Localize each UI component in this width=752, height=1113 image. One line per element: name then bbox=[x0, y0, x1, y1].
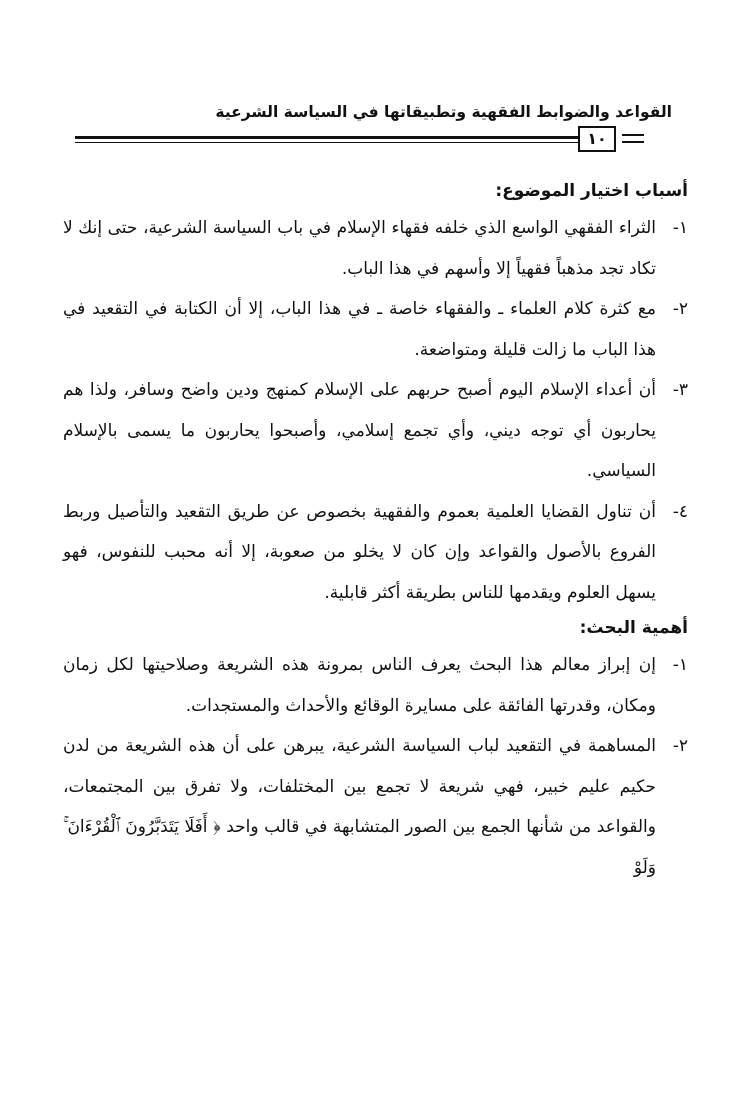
header-ornament-rule-top bbox=[622, 134, 644, 136]
list-item-text: مع كثرة كلام العلماء ـ والفقهاء خاصة ـ في هذا الباب، إلا أن الكتابة في التقعيد في هذا الباب ما زالت قليلة ومتواضعة. bbox=[63, 299, 656, 360]
list-item bbox=[63, 208, 688, 289]
list-item bbox=[63, 726, 688, 888]
section-heading-importance: أهمية البحث: bbox=[579, 618, 688, 638]
list-item-number: ٢- bbox=[672, 736, 688, 756]
header-rule bbox=[75, 136, 578, 143]
list-item bbox=[63, 370, 688, 492]
list-item-number: ٣- bbox=[672, 380, 688, 400]
running-header-title: القواعد والضوابط الفقهية وتطبيقاتها في السياسة الشرعية bbox=[215, 103, 672, 121]
list-item-text: أن أعداء الإسلام اليوم أصبح حربهم على الإسلام كمنهج ودين واضح وسافر، ولذا هم يحاربون أي توجه ديني، وأي تجمع إسلامي، وأصبحوا يحاربون ما يسمى بالإسلام السياسي. bbox=[63, 380, 656, 481]
page-content bbox=[63, 176, 688, 888]
list-item-text: أن تناول القضايا العلمية بعموم والفقهية بخصوص عن طريق التقعيد والتأصيل وربط الفروع بالأصول والقواعد وإن كان لا يخلو من صعوبة، إلا أنه محبب للنفوس، فهو يسهل العلوم ويقدمها للناس بطريقة أكثر قابلية. bbox=[63, 501, 656, 603]
list-item bbox=[63, 289, 688, 370]
list-item bbox=[63, 492, 688, 614]
list-item-number: ٤- bbox=[672, 501, 688, 522]
header-ornament-rule-bottom bbox=[622, 141, 644, 143]
list-item bbox=[63, 645, 688, 726]
section-heading-reasons: أسباب اختيار الموضوع: bbox=[495, 181, 688, 201]
list-item-text: المساهمة في التقعيد لباب السياسة الشرعية، يبرهن على أن هذه الشريعة من لدن حكيم عليم خبير، فهي شريعة لا تجمع بين المختلفات، ولا تفرق بين المجتمعات، والقواعد من شأنها الجمع بين الصور المتشابهة في قالب واحد ﴿ أَفَلَا يَتَدَبَّرُونَ ٱلْقُرْءَانَ ۚ وَلَوْ bbox=[63, 736, 656, 878]
list-item-text: إن إبراز معالم هذا البحث يعرف الناس بمرونة هذه الشريعة وصلاحيتها لكل زمان ومكان، وقدرتها الفائقة على مسايرة الوقائع والأحداث والمستجدات. bbox=[63, 655, 656, 716]
list-item-number: ٢- bbox=[672, 299, 688, 319]
list-item-number: ١- bbox=[672, 655, 688, 675]
page-number: ١٠ bbox=[578, 126, 616, 152]
list-item-text: الثراء الفقهي الواسع الذي خلفه فقهاء الإسلام في باب السياسة الشرعية، حتى إنك لا تكاد تجد مذهباً فقهياً إلا وأسهم في هذا الباب. bbox=[63, 218, 656, 279]
list-item-number: ١- bbox=[672, 218, 688, 238]
